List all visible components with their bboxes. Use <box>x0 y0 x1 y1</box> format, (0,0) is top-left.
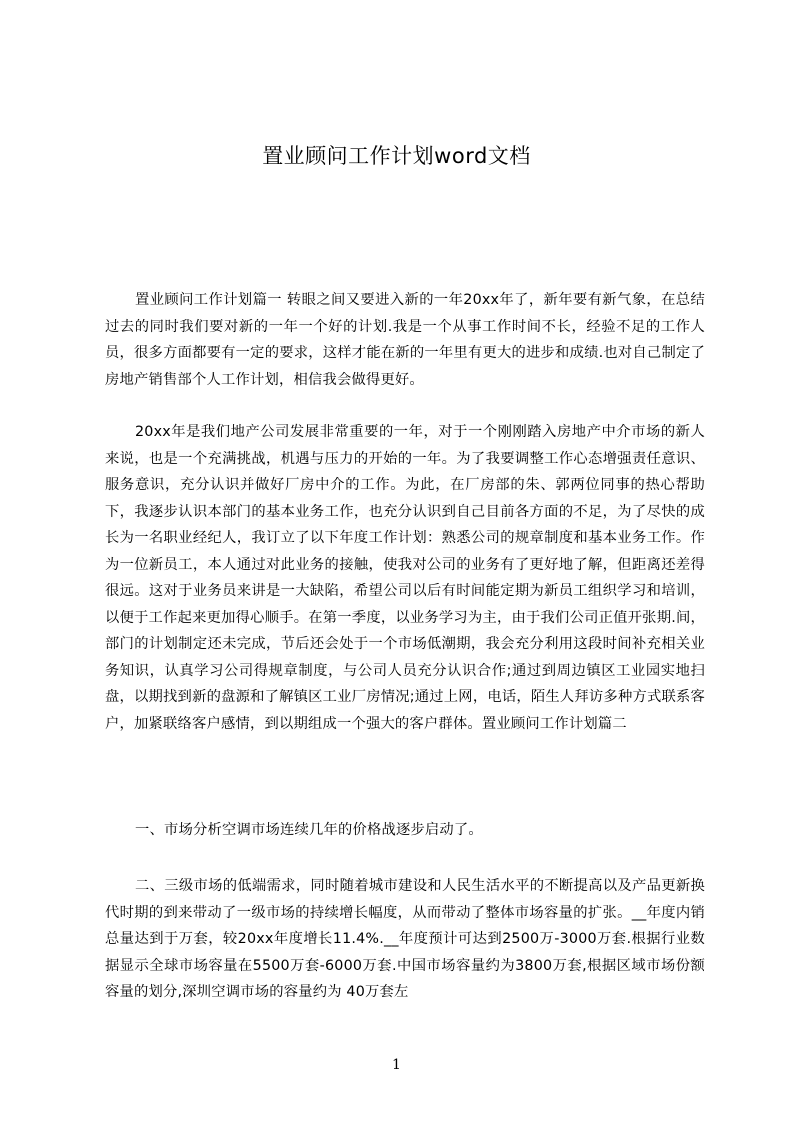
paragraph-market-analysis-heading: 一、市场分析空调市场连续几年的价格战逐步启动了。 <box>135 822 483 838</box>
paragraph-annual-plan: 20xx年是我们地产公司发展非常重要的一年，对于一个刚刚踏入房地产中介市场的新人来说，也是一个充满挑战，机遇与压力的开始的一年。为了我要调整工作心态增强责任意识、服务意识，充分认识并做好厂房中介的工作。为此，在厂房部的朱、郭两位同事的热心帮助下，我逐步认识本部门的基本业务工作，也充分认识到自己目前各方面的不足，为了尽快的成长为一名职业经纪人，我订立了以下年度工作计划：熟悉公司的规章制度和基本业务工作。作为一位新员工，本人通过对此业务的接触，使我对公司的业务有了更好地了解，但距离还差得很远。这对于业务员来讲是一大缺陷，希望公司以后有时间能定期为新员工组织学习和培训，以便于工作起来更加得心顺手。在第一季度，以业务学习为主，由于我们公司正值开张期.间，部门的计划制定还未完成，节后还会处于一个市场低潮期，我会充分利用这段时间补充相关业务知识，认真学习公司得规章制度，与公司人员充分认识合作;通过到周边镇区工业园实地扫盘，以期找到新的盘源和了解镇区工业厂房情况;通过上网，电话，陌生人拜访多种方式联系客户，加紧联络客户感情，到以期组成一个强大的客户群体。置业顾问工作计划篇二 <box>105 424 705 732</box>
paragraph-market-demand: 二、三级市场的低端需求，同时随着城市建设和人民生活水平的不断提高以及产品更新换代时期的到来带动了一级市场的持续增长幅度，从而带动了整体市场容量的扩张。__年度内销总量达到于万套，较20xx年度增长11.4%.__年度预计可达到2500万-3000万套.根据行业数据显示全球市场容量在5500万套-6000万套.中国市场容量约为3800万套,根据区域市场份额容量的划分,深圳空调市场的容量约为 40万套左 <box>105 878 705 1000</box>
paragraph-intro: 置业顾问工作计划篇一 转眼之间又要进入新的一年20xx年了，新年要有新气象，在总结过去的同时我们要对新的一年一个好的计划.我是一个从事工作时间不长，经验不足的工作人员，很多方面都要有一定的要求，这样才能在新的一年里有更大的进步和成绩.也对自己制定了房地产销售部个人工作计划，相信我会做得更好。 <box>105 292 705 388</box>
document-title: 置业顾问工作计划word文档 <box>262 144 531 168</box>
page-number: 1 <box>392 1057 401 1073</box>
